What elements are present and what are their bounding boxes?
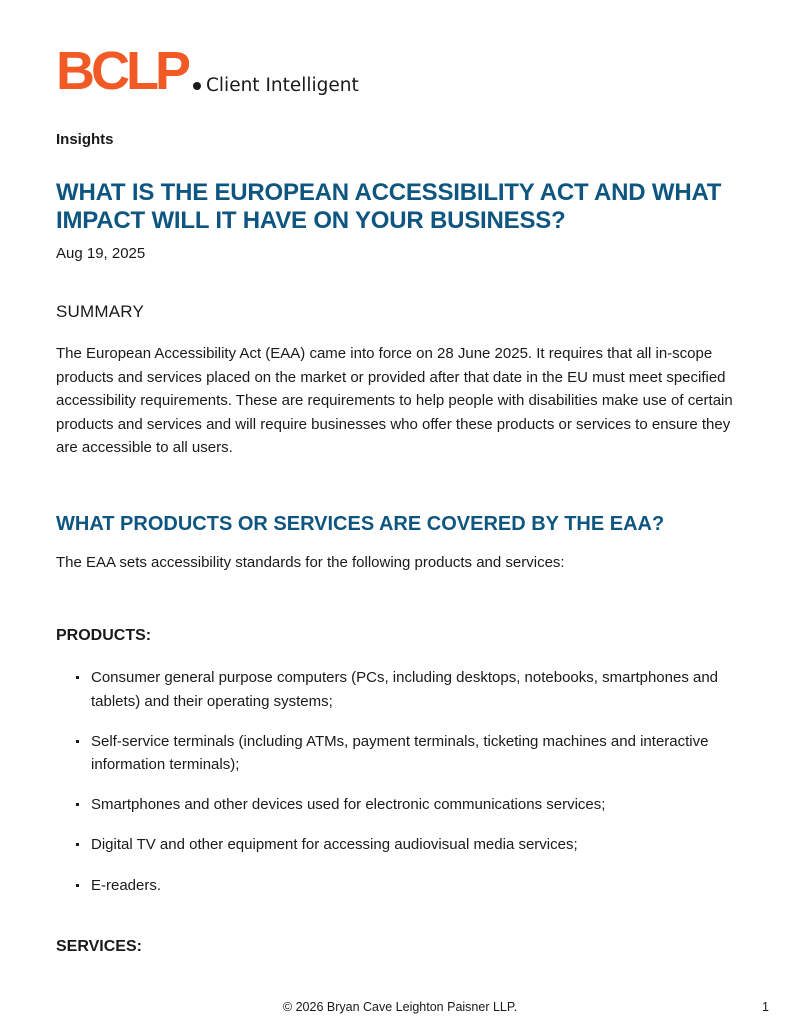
logo-tagline: Client Intelligent [206, 75, 359, 96]
summary-heading: SUMMARY [56, 302, 144, 321]
services-heading: SERVICES: [56, 938, 142, 955]
bullet-icon [76, 676, 79, 679]
publish-date: Aug 19, 2025 [56, 245, 146, 262]
section-intro: The EAA sets accessibility standards for the following products and services: [56, 554, 565, 571]
bullet-icon [76, 740, 79, 743]
footer-copyright: © 2026 Bryan Cave Leighton Paisner LLP. [282, 1000, 518, 1014]
category-label: Insights [56, 131, 114, 148]
bullet-icon [76, 884, 79, 887]
list-item-text: Smartphones and other devices used for electronic communications services; [91, 796, 606, 814]
list-item-text: Self-service terminals (including ATMs, payment terminals, ticketing machines and interactive information terminals); [91, 732, 709, 774]
page-number: 1 [762, 1000, 769, 1014]
products-list [56, 666, 744, 914]
list-item-text: E-readers. [91, 876, 162, 894]
logo-dot [193, 82, 201, 90]
bullet-icon [76, 843, 79, 846]
list-item [56, 874, 744, 898]
list-item [56, 730, 744, 777]
bullet-icon [76, 803, 79, 806]
section-heading: WHAT PRODUCTS OR SERVICES ARE COVERED BY THE EAA? [56, 513, 665, 535]
list-item-text: Consumer general purpose computers (PCs, including desktops, notebooks, smartphones and tablets) and their operating systems; [91, 669, 719, 710]
summary-paragraph: The European Accessibility Act (EAA) came into force on 28 June 2025. It requires that all in-scope products and services placed on the market or provided after that date in the EU must meet specified accessibility requirements. These are requirements to help people with disabilities make use of certain products and services and will require businesses who offer these products or services to ensure they are accessible to all users. [56, 345, 733, 457]
page-title: WHAT IS THE EUROPEAN ACCESSIBILITY ACT AND WHAT IMPACT WILL IT HAVE ON YOUR BUSINESS? [56, 179, 722, 234]
list-item [56, 666, 744, 713]
logo-mark: BCLP [56, 41, 187, 101]
list-item [56, 833, 744, 857]
list-item [56, 793, 744, 817]
bclp-logo [56, 41, 359, 101]
list-item-text: Digital TV and other equipment for accessing audiovisual media services; [91, 836, 578, 854]
products-heading: PRODUCTS: [56, 627, 152, 644]
